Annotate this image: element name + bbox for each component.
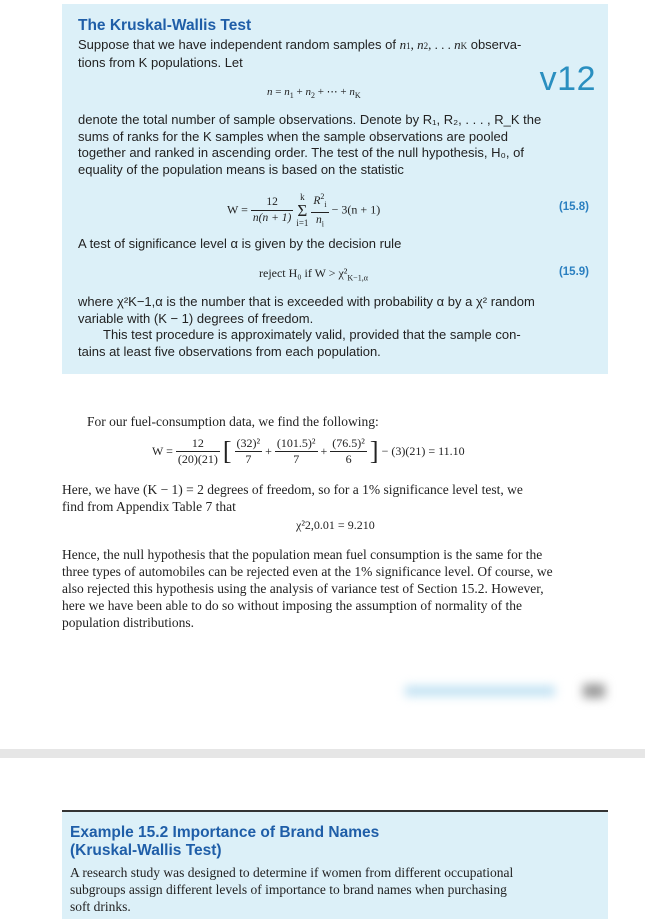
kruskal-wallis-box <box>62 4 608 374</box>
chi-square-critical: χ²2,0.01 = 9.210 <box>296 518 375 532</box>
blurred-artifact <box>405 682 615 700</box>
box-title: The Kruskal-Wallis Test <box>78 17 252 34</box>
equation-number-15-9: (15.9) <box>558 266 589 278</box>
box-paragraph-3: A test of significance level α is given by the decision rule <box>78 236 402 251</box>
page-divider <box>0 749 645 758</box>
w-calculation: W = $\frac{12}{(20)(21)}$ [ $\frac{\text{(32)²}}{7}$ + $\frac{\text{(101.5)²}}{7}$ + $\frac{\text{(76.5)²}}{6}$ ] − (3)(21) = 11.10 <box>152 436 465 466</box>
sample-size-list: n <box>399 37 407 52</box>
example-title: Example 15.2 Importance of Brand Names (Kruskal-Wallis Test) <box>70 824 380 859</box>
box-paragraph-4: where χ²K−1,α is the number that is exceeded with probability α by a χ² random variable with (K − 1) degrees of freedom. This test procedure is approximately valid, provided that the sample con- tains at least five observations from each population. <box>78 294 535 359</box>
decision-rule: reject H₀ if $W > \chi^2_{K-1,\alpha}$ <box>259 266 368 283</box>
example-box <box>62 812 608 919</box>
version-label: v12 <box>539 60 596 98</box>
example-text: A research study was designed to determine if women from different occupational subgroups assign different levels of importance to brand names when purchasing soft drinks. <box>70 865 514 914</box>
body-conclusion: Hence, the null hypothesis that the population mean fuel consumption is the same for the three types of automobiles can be rejected even at the 1% significance level. Of course, we also rejected this hypothesis using the analysis of variance test of Section 15.2. However, here we have been able to do so without imposing the assumption of normality of the population distributions. <box>62 547 553 630</box>
equation-number-15-8: (15.8) <box>558 201 589 213</box>
body-dof-paragraph: Here, we have (K − 1) = 2 degrees of freedom, so for a 1% significance level test, we find from Appendix Table 7 that <box>62 482 523 514</box>
body-intro: For our fuel-consumption data, we find the following: <box>87 414 379 429</box>
box-paragraph-2: denote the total number of sample observations. Denote by R₁, R₂, . . . , R_K the sums of ranks for the K samples when the sample observations are pooled together and ranked in ascending order. The test of the null hypothesis, H₀, of equality of the population means is based on the statistic <box>78 112 542 177</box>
box-intro: Suppose that we have independent random samples of n1, n2, . . . nK observa- tions from K populations. Let <box>78 37 598 71</box>
equation-n: $n = n_1 + n_2$ + ⋯ + $n_K$ <box>267 86 361 101</box>
box-intro-line2: tions from K populations. Let <box>78 54 243 70</box>
equation-w-statistic: W = $\frac{12}{n(n + 1)}$ k Σ i=1 $\frac{R^2_i}{n_i}$ − 3(n + 1) <box>227 189 380 231</box>
